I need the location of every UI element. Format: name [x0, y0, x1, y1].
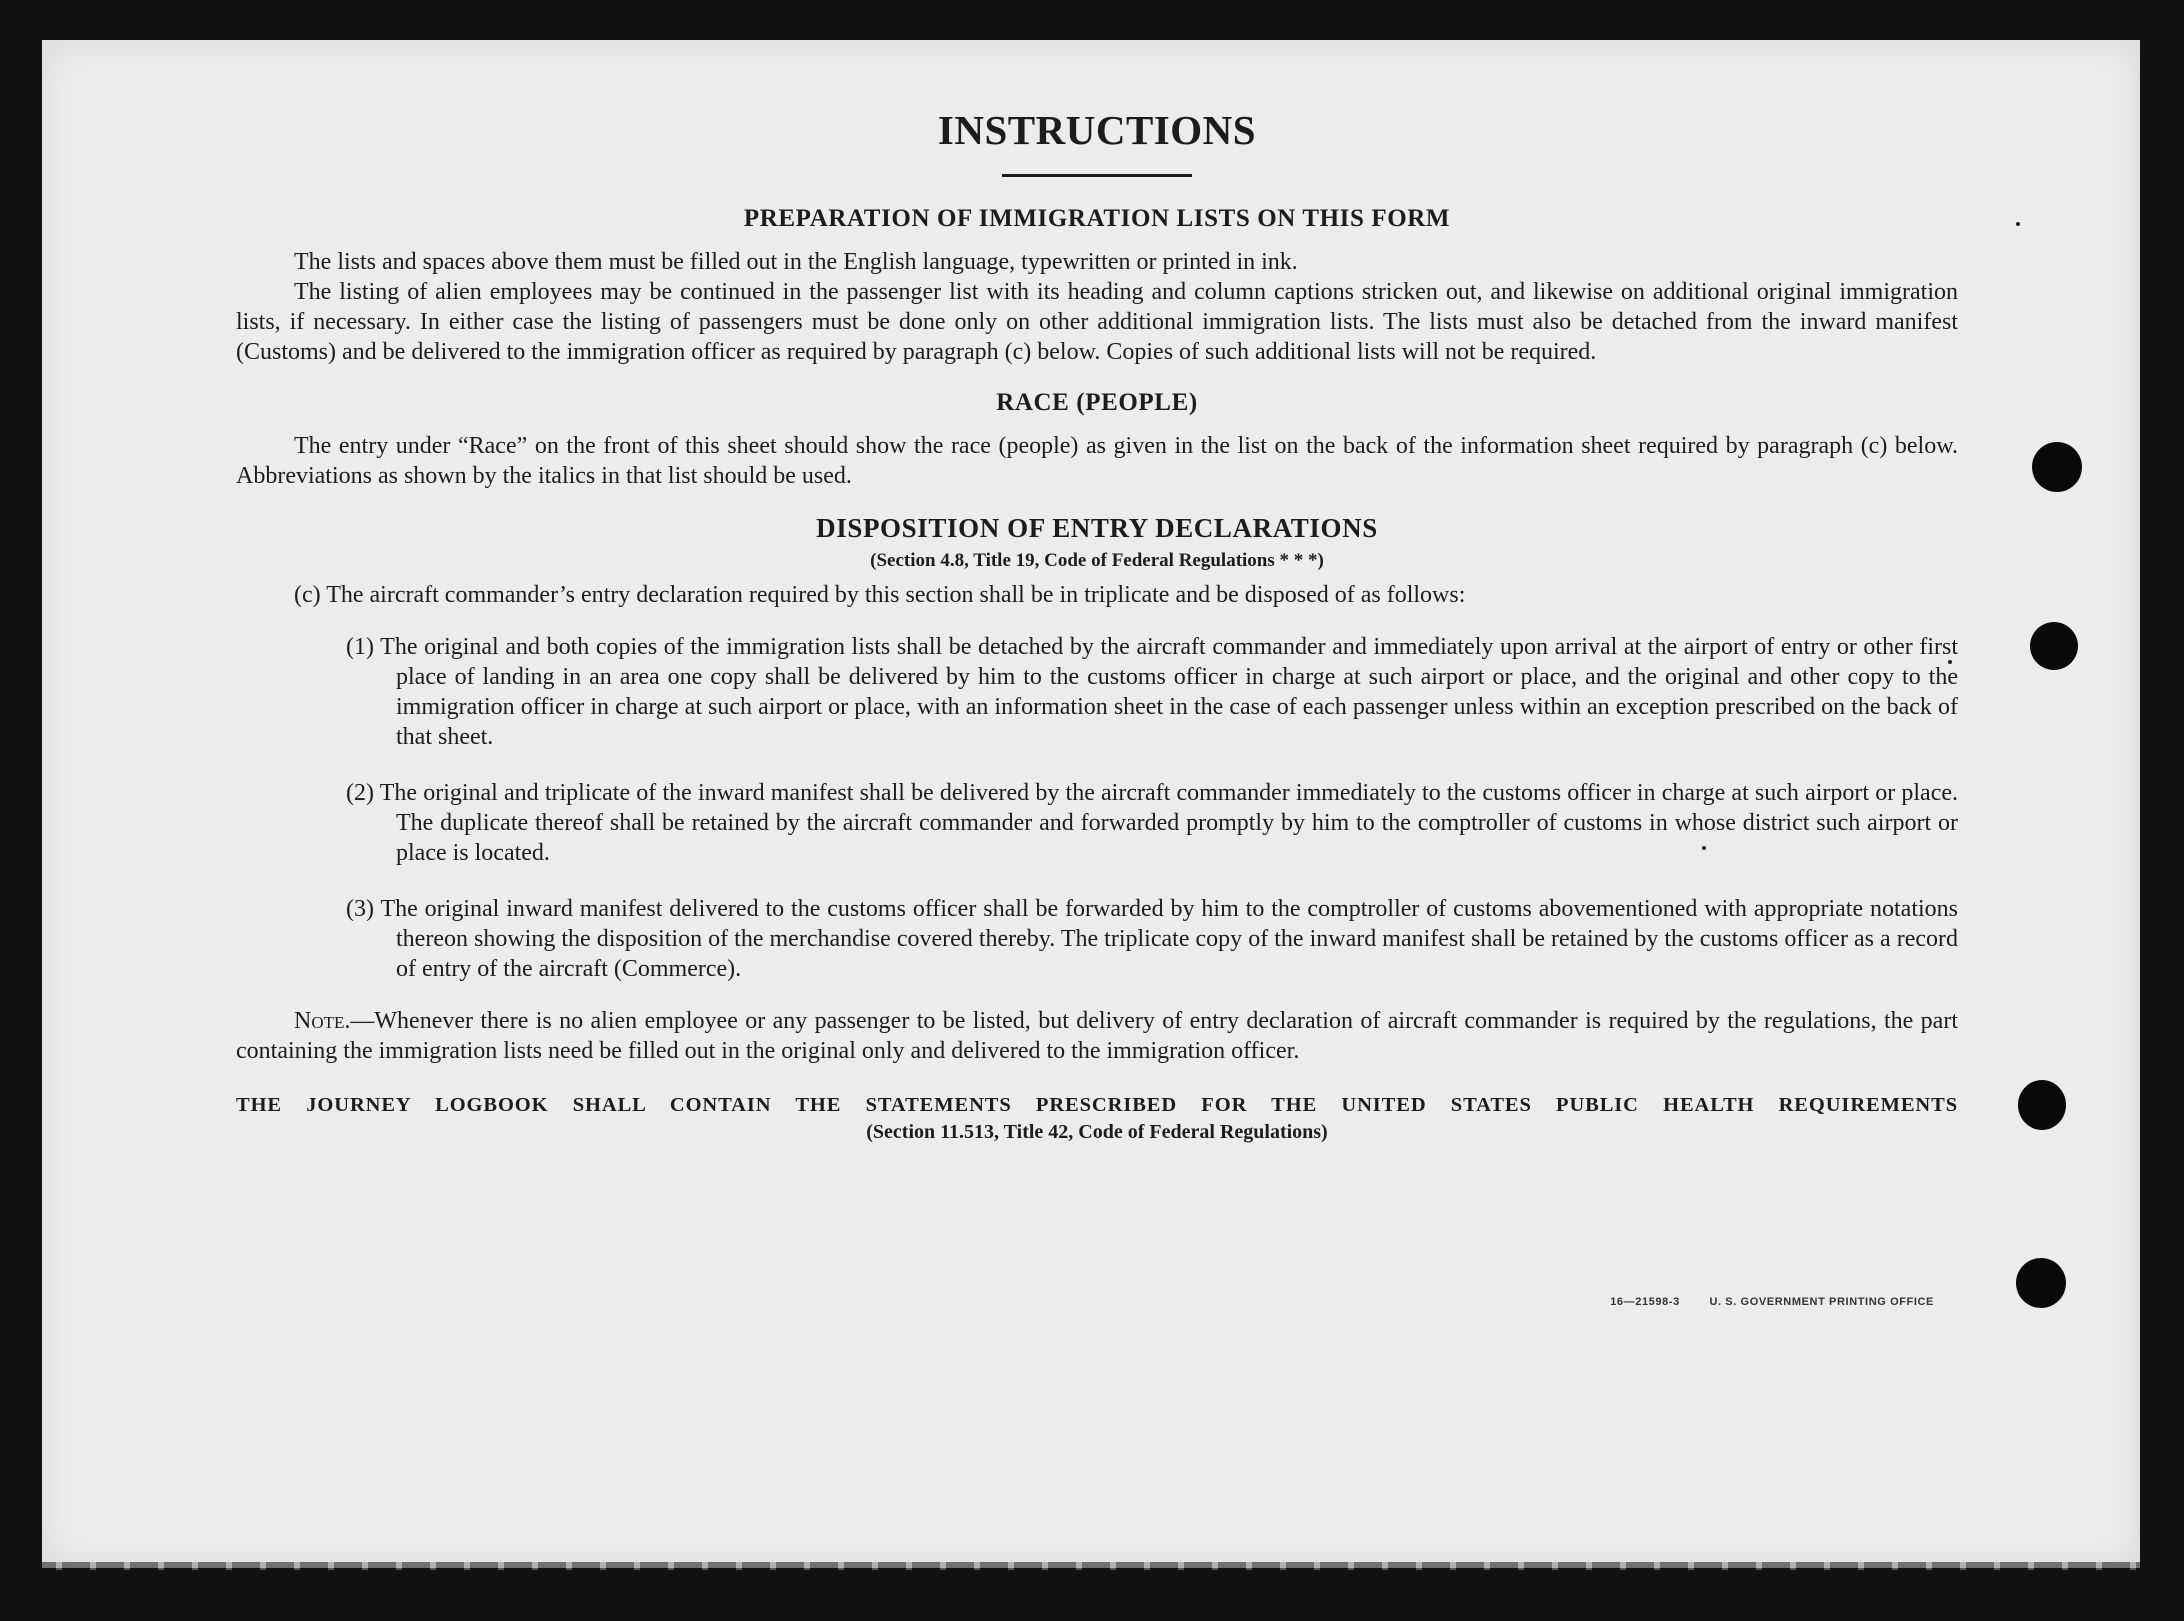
dust-speck — [2016, 222, 2020, 226]
disposition-citation: (Section 4.8, Title 19, Code of Federal Regulations * * *) — [870, 550, 1324, 571]
disposition-item-2: (2) The original and triplicate of the inward manifest shall be delivered by the aircraft commander immediately to the customs officer in charge at such airport or place. The duplicate thereof shall be retained by the aircraft commander and forwarded promptly by him to the comptroller of customs in whose district such airport or place is located. — [346, 780, 1958, 866]
preparation-paragraph-2: The listing of alien employees may be continued in the passenger list with its heading and column captions stricken out, and likewise on additional original immigration lists, if necessary. In either case the listing of passengers must be done only on other additional immigration lists. The lists must also be detached from the inward manifest (Customs) and be delivered to the immigration officer as required by paragraph (c) below. Copies of such additional lists will not be required. — [236, 279, 1958, 365]
disposition-heading: DISPOSITION OF ENTRY DECLARATIONS — [816, 513, 1378, 543]
disposition-item-1: (1) The original and both copies of the immigration lists shall be detached by the aircraft commander and immediately upon arrival at the airport of entry or other first place of landing in an area one copy shall be delivered by him to the customs officer in charge at such airport or place, and the original and other copy to the immigration officer in charge at such airport or place, with an information sheet in the case of each passenger unless within an exception prescribed on the back of that sheet. — [346, 634, 1958, 750]
punch-hole — [2018, 1080, 2066, 1130]
form-footer — [1610, 1296, 1934, 1308]
race-paragraph: The entry under “Race” on the front of this sheet should show the race (people) as given in the list on the back of the information sheet required by paragraph (c) below. Abbreviations as shown by the italics in that list should be used. — [236, 433, 1958, 489]
note-text: —Whenever there is no alien employee or any passenger to be listed, but delivery of entry declaration of aircraft commander is required by the regulations, the part containing the immigration lists need be filled out in the original only and delivered to the immigration officer. — [236, 1008, 1958, 1064]
paper-bottom-edge — [42, 1562, 2140, 1570]
note-lead: Note. — [294, 1008, 351, 1034]
disposition-item-3: (3) The original inward manifest delivered to the customs officer shall be forwarded by him to the comptroller of customs abovementioned with appropriate notations thereon showing the disposition of the merchandise covered thereby. The triplicate copy of the inward manifest shall be retained by the customs officer as a record of entry of the aircraft (Commerce). — [346, 896, 1958, 982]
race-heading: RACE (PEOPLE) — [996, 389, 1198, 416]
preparation-paragraph-1: The lists and spaces above them must be filled out in the English language, typewritten or printed in ink. — [294, 249, 1298, 275]
disposition-intro: (c) The aircraft commander’s entry declaration required by this section shall be in triplicate and be disposed of as follows: — [294, 582, 1466, 608]
preparation-heading: PREPARATION OF IMMIGRATION LISTS ON THIS FORM — [743, 205, 1451, 232]
form-number: 16—21598-3 — [1610, 1296, 1680, 1308]
health-statement: THE JOURNEY LOGBOOK SHALL CONTAIN THE STATEMENTS PRESCRIBED FOR THE UNITED STATES PUBLIC HEALTH REQUIREMENTS — [236, 1094, 1958, 1116]
punch-hole — [2016, 1258, 2066, 1308]
page-title: INSTRUCTIONS — [937, 107, 1257, 153]
printer-imprint: U. S. GOVERNMENT PRINTING OFFICE — [1709, 1296, 1934, 1308]
instructions-text — [236, 100, 1958, 1144]
health-citation: (Section 11.513, Title 42, Code of Federal Regulations) — [866, 1121, 1328, 1143]
note-paragraph — [236, 1006, 1958, 1066]
punch-hole — [2032, 442, 2082, 492]
punch-hole — [2030, 622, 2078, 670]
